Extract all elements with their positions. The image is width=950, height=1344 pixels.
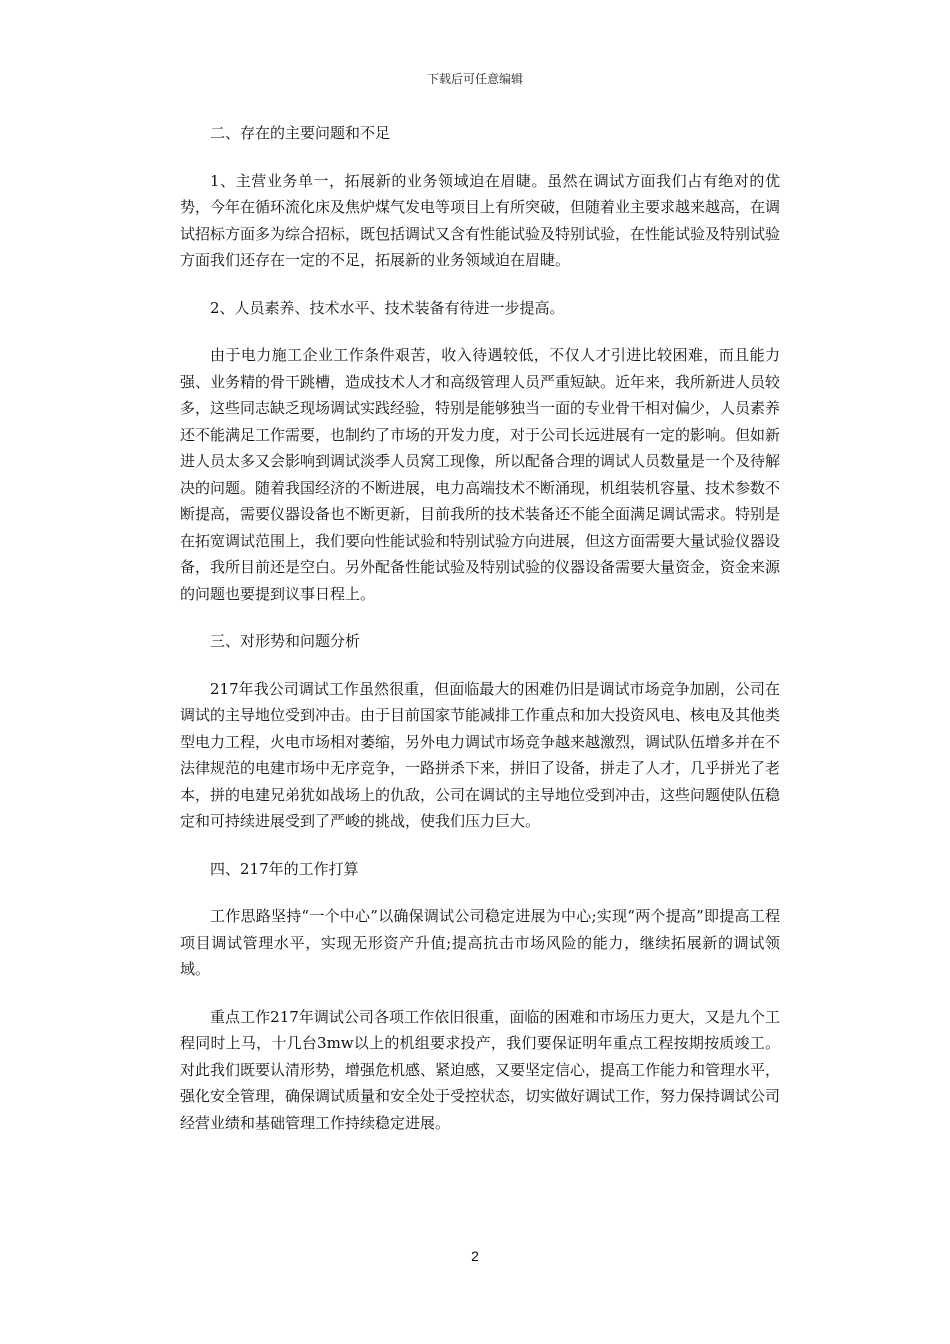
section-heading: 三、对形势和问题分析 [210, 632, 361, 650]
paragraph: 1、主营业务单一，拓展新的业务领域迫在眉睫。虽然在调试方面我们占有绝对的优势，今年在循环流化床及焦炉煤气发电等项目上有所突破，但随着业主要求越来越高，在调试招标方面多为综合招标，既包括调试又含有性能试验及特别试验，在性能试验及特别试验方面我们还存在一定的不足，拓展新的业务领域迫在眉睫。 [180, 171, 781, 269]
paragraph: 由于电力施工企业工作条件艰苦，收入待遇较低，不仅人才引进比较困难，而且能力强、业务精的骨干跳槽，造成技术人才和高级管理人员严重短缺。近年来，我所新进人员较多，这些同志缺乏现场调试实践经验，特别是能够独当一面的专业骨干相对偏少，人员素养还不能满足工作需要，也制约了市场的开发力度，对于公司长远进展有一定的影响。但如新进人员太多又会影响到调试淡季人员窝工现像，所以配备合理的调试人员数量是一个及待解决的问题。随着我国经济的不断进展，电力高端技术不断涌现，机组装机容量、技术参数不断提高，需要仪器设备也不断更新，目前我所的技术装备还不能全面满足调试需求。特别是在拓宽调试范围上，我们要向性能试验和特别试验方向进展，但这方面需要大量试验仪器设备，我所目前还是空白。另外配备性能试验及特别试验的仪器设备需要大量资金，资金来源的问题也要提到议事日程上。 [180, 346, 781, 603]
page-header: 下载后可任意编辑 [426, 72, 523, 86]
section-heading: 四、217年的工作打算 [210, 859, 359, 878]
page-number: 2 [471, 1248, 479, 1264]
paragraph: 217年我公司调试工作虽然很重，但面临最大的困难仍旧是调试市场竞争加剧，公司在调试的主导地位受到冲击。由于目前国家节能减排工作重点和加大投资风电、核电及其他类型电力工程，火电市场相对萎缩，另外电力调试市场竞争越来越激烈，调试队伍增多并在不法律规范的电建市场中无序竞争，一路拼杀下来，拼旧了设备，拼走了人才，几乎拼光了老本，拼的电建兄弟犹如战场上的仇敌，公司在调试的主导地位受到冲击，这些问题使队伍稳定和可持续进展受到了严峻的挑战，使我们压力巨大。 [180, 679, 781, 830]
section-heading: 2、人员素养、技术水平、技术装备有待进一步提高。 [210, 298, 565, 317]
document-body [180, 120, 780, 1157]
section-heading: 二、存在的主要问题和不足 [210, 124, 391, 142]
paragraph: 重点工作217年调试公司各项工作依旧很重，面临的困难和市场压力更大，又是九个工程同时上马，十几台3mw以上的机组要求投产，我们要保证明年重点工程按期按质竣工。对此我们既要认清形势，增强危机感、紧迫感，又要坚定信心，提高工作能力和管理水平，强化安全管理，确保调试质量和安全处于受控状态，切实做好调试工作，努力保持调试公司经营业绩和基础管理工作持续稳定进展。 [180, 1007, 781, 1132]
paragraph: 工作思路坚持“一个中心”以确保调试公司稳定进展为中心;实现“两个提高”即提高工程项目调试管理水平，实现无形资产升值;提高抗击市场风险的能力，继续拓展新的调试领域。 [180, 907, 780, 978]
